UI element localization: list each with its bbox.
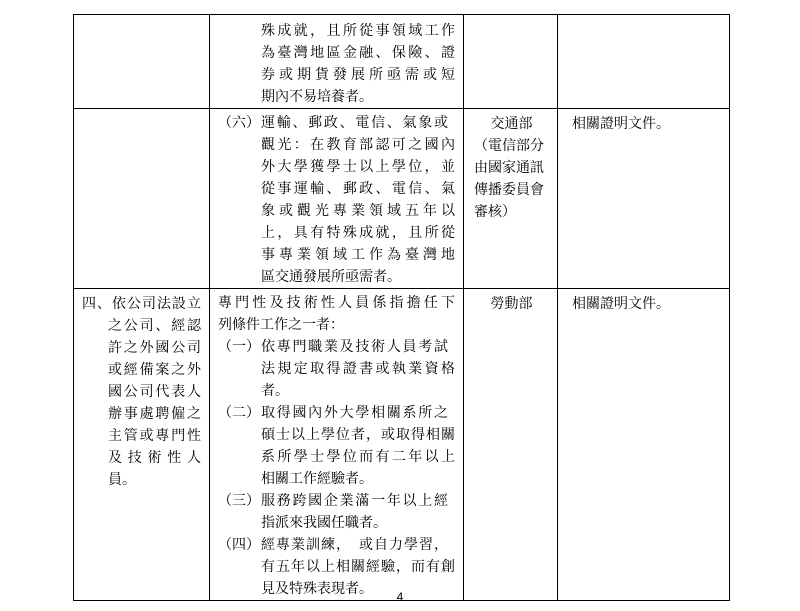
condition-line: 運輸、郵政、電信、氣象或 bbox=[261, 115, 448, 131]
condition-line: 指派來我國任職者。 bbox=[261, 515, 387, 531]
condition-line: 上，具有特殊成就，且所從 bbox=[261, 225, 455, 241]
category-line: 主管或專門性 bbox=[108, 428, 201, 444]
page-number: 4 bbox=[396, 590, 404, 604]
condition-line: 區交通發展所亟需者。 bbox=[261, 269, 401, 285]
condition-line: 碩士以上學位者，或取得相關 bbox=[261, 427, 455, 443]
documents-text: 相關證明文件。 bbox=[572, 116, 670, 132]
category-line: 許之外國公司 bbox=[108, 340, 201, 356]
authority-line: 傳播委員會 bbox=[474, 182, 544, 198]
category-line: 或經備案之外 bbox=[108, 362, 201, 378]
condition-line: 經專業訓練， 或自力學習， bbox=[261, 537, 448, 553]
condition-line: 期內不易培養者。 bbox=[261, 89, 373, 105]
condition-line: 券或期貨發展所亟需或短 bbox=[261, 67, 455, 83]
category-line: 之公司、經認 bbox=[108, 318, 201, 334]
condition-line: 者。 bbox=[261, 383, 289, 399]
authority-line: （電信部分 bbox=[474, 138, 544, 154]
condition-line: 法規定取得證書或執業資格 bbox=[261, 361, 455, 377]
item-label: （六） bbox=[218, 115, 260, 131]
authority-cell bbox=[464, 289, 558, 601]
condition-cell bbox=[210, 109, 464, 289]
regulation-table bbox=[73, 14, 730, 601]
condition-line: 有五年以上相關經驗，而有創 bbox=[261, 559, 455, 575]
condition-cell bbox=[210, 15, 464, 109]
item-label: （三） bbox=[218, 493, 260, 509]
condition-cell bbox=[210, 289, 464, 601]
condition-intro-line: 列條件工作之一者： bbox=[218, 317, 344, 333]
category-line: 四、依公司法設立 bbox=[82, 296, 201, 312]
condition-line: 象或觀光專業領域五年以 bbox=[261, 203, 455, 219]
condition-line: 殊成就，且所從事領域工作 bbox=[261, 23, 455, 39]
item-label: （一） bbox=[218, 339, 260, 355]
authority-cell bbox=[464, 109, 558, 289]
category-cell bbox=[74, 289, 210, 601]
condition-line: 相關工作經驗者。 bbox=[261, 471, 373, 487]
documents-text: 相關證明文件。 bbox=[572, 296, 670, 312]
condition-line: 服務跨國企業滿一年以上經 bbox=[261, 493, 448, 509]
condition-line: 系所學士學位而有二年以上 bbox=[261, 449, 455, 465]
authority-cell bbox=[464, 15, 558, 109]
category-line: 及技術性人 bbox=[108, 450, 201, 466]
category-line: 員。 bbox=[108, 472, 136, 488]
condition-line: 依專門職業及技術人員考試 bbox=[261, 339, 448, 355]
condition-line: 觀光：在教育部認可之國內 bbox=[261, 137, 455, 153]
item-label: （二） bbox=[218, 405, 260, 421]
category-line: 國公司代表人 bbox=[108, 384, 201, 400]
category-line: 辦事處聘僱之 bbox=[108, 406, 201, 422]
documents-cell bbox=[558, 109, 730, 289]
authority-line: 由國家通訊 bbox=[474, 160, 544, 176]
condition-line: 事專業領域工作為臺灣地 bbox=[261, 247, 455, 263]
condition-line: 為臺灣地區金融、保險、證 bbox=[261, 45, 455, 61]
condition-line: 外大學獲學士以上學位，並 bbox=[261, 159, 455, 175]
authority-line: 審核） bbox=[474, 204, 516, 220]
documents-cell bbox=[558, 289, 730, 601]
authority-text: 勞動部 bbox=[490, 296, 533, 312]
condition-line: 見及特殊表現者。 bbox=[261, 581, 373, 597]
table-row bbox=[74, 109, 730, 289]
category-cell bbox=[74, 15, 210, 109]
table-row bbox=[74, 289, 730, 601]
condition-intro-line: 專門性及技術性人員係指擔任下 bbox=[218, 295, 455, 311]
category-cell bbox=[74, 109, 210, 289]
documents-cell bbox=[558, 15, 730, 109]
condition-line: 從事運輸、郵政、電信、氣 bbox=[261, 181, 455, 197]
item-label: （四） bbox=[218, 537, 260, 553]
table-row bbox=[74, 15, 730, 109]
condition-line: 取得國內外大學相關系所之 bbox=[261, 405, 448, 421]
authority-line: 交通部 bbox=[490, 116, 533, 132]
